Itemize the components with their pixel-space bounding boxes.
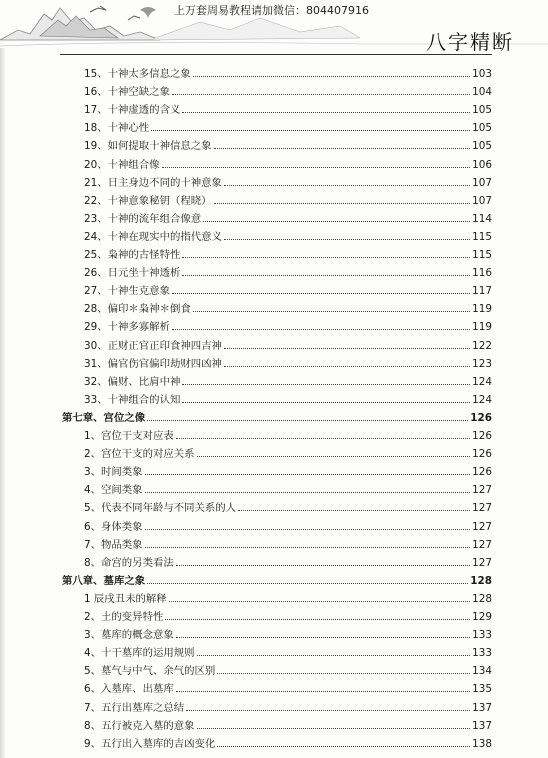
toc-entry-title: 5、代表不同年龄与不同关系的人 xyxy=(84,502,237,515)
header-rule xyxy=(60,54,492,55)
toc-entry[interactable] xyxy=(62,153,492,171)
toc-entry-title: 16、十神空缺之象 xyxy=(84,86,170,99)
toc-page-number: 123 xyxy=(472,357,492,370)
toc-entry[interactable] xyxy=(62,80,492,98)
watermark-text: 上万套周易教程请加微信：804407916 xyxy=(174,4,369,17)
toc-page-number: 103 xyxy=(472,68,492,80)
dot-leader xyxy=(182,402,470,403)
toc-entry[interactable] xyxy=(62,98,492,116)
toc-entry[interactable] xyxy=(62,388,492,406)
toc-entry-title: 22、十神意象秘钥（程晓） xyxy=(84,194,212,207)
toc-entry-title: 18、十神心性 xyxy=(84,122,150,135)
toc-entry[interactable] xyxy=(62,116,492,134)
toc-entry[interactable] xyxy=(62,605,492,623)
toc-page-number: 128 xyxy=(472,592,492,605)
toc-entry[interactable] xyxy=(62,496,492,514)
toc-entry-title: 9、五行出入墓库的吉凶变化 xyxy=(84,737,216,750)
toc-page-number: 127 xyxy=(472,484,492,497)
toc-entry-title: 1、宫位干支对应表 xyxy=(84,430,174,442)
toc-entry[interactable] xyxy=(62,714,492,732)
toc-entry[interactable] xyxy=(62,442,492,460)
dot-leader xyxy=(176,637,470,638)
toc-entry-title: 6、入墓库、出墓库 xyxy=(84,683,174,696)
toc-entry-title: 3、时间类象 xyxy=(84,466,143,479)
toc-page-number: 127 xyxy=(472,538,492,551)
toc-page-number: 119 xyxy=(472,303,492,316)
toc-entry[interactable] xyxy=(62,62,492,80)
toc-entry-title: 25、枭神的古怪特性 xyxy=(84,249,181,261)
toc-entry-title: 24、十神在现实中的指代意义 xyxy=(84,230,222,243)
toc-chapter-entry[interactable] xyxy=(62,569,492,587)
toc-page-number: 119 xyxy=(472,321,492,334)
book-title: 八字精断 xyxy=(426,30,514,54)
toc-entry-title: 26、日元坐十神透析 xyxy=(84,267,181,280)
toc-entry-title: 19、如何提取十神信息之象 xyxy=(84,140,212,153)
toc-page-number: 127 xyxy=(472,520,492,533)
toc-entry[interactable] xyxy=(62,207,492,225)
toc-page-number: 105 xyxy=(472,104,492,117)
toc-entry[interactable] xyxy=(62,261,492,279)
toc-entry[interactable] xyxy=(62,315,492,333)
toc-entry[interactable] xyxy=(62,533,492,551)
toc-entry[interactable] xyxy=(62,370,492,388)
toc-page-number: 107 xyxy=(472,194,492,207)
toc-entry-title: 2、土的变异特性 xyxy=(84,611,164,623)
dot-leader xyxy=(145,529,471,530)
toc-entry[interactable] xyxy=(62,641,492,659)
toc-page-number: 126 xyxy=(472,430,492,442)
toc-page-number: 105 xyxy=(472,140,492,153)
dot-leader xyxy=(162,167,471,168)
toc-entry-title: 8、五行被克入墓的意象 xyxy=(84,719,195,732)
toc-entry[interactable] xyxy=(62,189,492,207)
toc-entry[interactable] xyxy=(62,696,492,714)
toc-entry-title: 21、日主身边不同的十神意象 xyxy=(84,176,222,189)
dot-leader xyxy=(203,221,470,222)
toc-entry[interactable] xyxy=(62,352,492,370)
toc-entry-title: 第七章、宫位之像 xyxy=(62,411,146,424)
toc-entry[interactable] xyxy=(62,334,492,352)
toc-page-number: 117 xyxy=(472,285,492,298)
dot-leader xyxy=(217,746,470,747)
dot-leader xyxy=(186,710,470,711)
toc-page-number: 127 xyxy=(472,502,492,515)
toc-entry[interactable] xyxy=(62,225,492,243)
toc-page-number: 133 xyxy=(472,629,492,642)
toc-entry[interactable] xyxy=(62,677,492,695)
toc-entry[interactable] xyxy=(62,659,492,677)
dot-leader xyxy=(165,619,470,620)
toc-entry-title: 7、五行出墓库之总结 xyxy=(84,701,185,714)
toc-page-number: 137 xyxy=(472,701,492,714)
toc-entry-title: 8、命宫的另类看法 xyxy=(84,556,174,569)
toc-entry[interactable] xyxy=(62,732,492,750)
dot-leader xyxy=(182,257,470,258)
dot-leader xyxy=(145,474,471,475)
dot-leader xyxy=(224,366,470,367)
dot-leader xyxy=(193,76,470,77)
toc-entry-title: 15、十神太多信息之象 xyxy=(84,68,191,80)
dot-leader xyxy=(176,691,470,692)
dot-leader xyxy=(151,130,470,131)
toc-entry[interactable] xyxy=(62,551,492,569)
toc-entry[interactable] xyxy=(62,134,492,152)
toc-entry-title: 3、墓库的概念意象 xyxy=(84,629,174,642)
toc-entry[interactable] xyxy=(62,279,492,297)
toc-page-number: 105 xyxy=(472,122,492,135)
toc-page-number: 134 xyxy=(472,665,492,678)
dot-leader xyxy=(172,293,470,294)
dot-leader xyxy=(197,728,471,729)
toc-entry-title: 32、偏财、比肩中神 xyxy=(84,375,181,388)
toc-page-number: 137 xyxy=(472,719,492,732)
toc-entry[interactable] xyxy=(62,478,492,496)
toc-page-number: 133 xyxy=(472,647,492,660)
toc-entry-title: 4、十干墓库的运用规则 xyxy=(84,647,195,660)
toc-entry-title: 27、十神生克意象 xyxy=(84,285,170,298)
dot-leader xyxy=(182,384,470,385)
toc-entry-title: 33、十神组合的认知 xyxy=(84,393,181,406)
dot-leader xyxy=(176,565,470,566)
toc-entry-title: 28、偏印＊枭神＊倒食 xyxy=(84,303,191,316)
dot-leader xyxy=(145,492,471,493)
dot-leader xyxy=(224,239,470,240)
toc-page-number: 126 xyxy=(472,466,492,479)
dot-leader xyxy=(176,438,470,439)
toc-entry-title: 29、十神多寡解析 xyxy=(84,321,170,334)
toc-entry[interactable] xyxy=(62,243,492,261)
dot-leader xyxy=(182,112,470,113)
toc-entry[interactable] xyxy=(62,460,492,478)
dot-leader xyxy=(145,547,471,548)
dot-leader xyxy=(214,148,471,149)
toc-page-number: 128 xyxy=(470,574,492,587)
toc-entry-title: 17、十神虚透的含义 xyxy=(84,104,181,117)
dot-leader xyxy=(224,185,470,186)
toc-page-number: 135 xyxy=(472,683,492,696)
toc-page-number: 115 xyxy=(472,249,492,261)
dot-leader xyxy=(214,203,471,204)
dot-leader xyxy=(147,583,468,584)
toc-entry[interactable] xyxy=(62,171,492,189)
dot-leader xyxy=(197,655,471,656)
dot-leader xyxy=(193,311,470,312)
page-edge-shadow xyxy=(0,48,6,758)
dot-leader xyxy=(182,275,470,276)
toc-entry-title: 30、正财正官正印食神四吉神 xyxy=(84,339,222,352)
toc-entry-title: 2、宫位干支的对应关系 xyxy=(84,448,195,461)
toc-entry[interactable] xyxy=(62,587,492,605)
toc-entry-title: 23、十神的流年组合像意 xyxy=(84,212,202,225)
dot-leader xyxy=(172,329,470,330)
toc-entry-title: 31、偏官伤官偏印劫财四凶神 xyxy=(84,357,222,370)
toc-entry[interactable] xyxy=(62,297,492,315)
dot-leader xyxy=(172,94,470,95)
dot-leader xyxy=(224,348,470,349)
toc-entry[interactable] xyxy=(62,424,492,442)
dot-leader xyxy=(217,673,470,674)
dot-leader xyxy=(147,420,468,421)
toc-entry[interactable] xyxy=(62,515,492,533)
dot-leader xyxy=(197,456,471,457)
toc-entry-title: 4、空间类象 xyxy=(84,484,143,497)
toc-entry-title: 1 辰戌丑未的解释 xyxy=(84,592,167,605)
toc-page-number: 138 xyxy=(472,737,492,750)
toc-page-number: 122 xyxy=(472,339,492,352)
toc-entry-title: 5、墓气与中气、余气的区别 xyxy=(84,665,216,678)
dot-leader xyxy=(169,601,471,602)
toc-page-number: 114 xyxy=(472,212,492,225)
toc-page-number: 129 xyxy=(472,611,492,623)
toc-chapter-entry[interactable] xyxy=(62,406,492,424)
toc-page-number: 106 xyxy=(472,158,492,171)
toc-page-number: 104 xyxy=(472,86,492,99)
toc-page-number: 124 xyxy=(472,393,492,406)
toc-entry-title: 7、物品类象 xyxy=(84,538,143,551)
toc-page-number: 126 xyxy=(470,411,492,424)
toc-entry-title: 20、十神组合像 xyxy=(84,158,160,171)
toc-page-number: 126 xyxy=(472,448,492,461)
toc-entry-title: 第八章、墓库之象 xyxy=(62,574,146,587)
toc-page-number: 124 xyxy=(472,375,492,388)
toc-page-number: 127 xyxy=(472,556,492,569)
dot-leader xyxy=(238,510,470,511)
toc-entry[interactable] xyxy=(62,623,492,641)
toc-page-number: 115 xyxy=(472,230,492,243)
toc-page-number: 116 xyxy=(472,267,492,280)
toc-page-number: 107 xyxy=(472,176,492,189)
toc-entry-title: 6、身体类象 xyxy=(84,520,143,533)
